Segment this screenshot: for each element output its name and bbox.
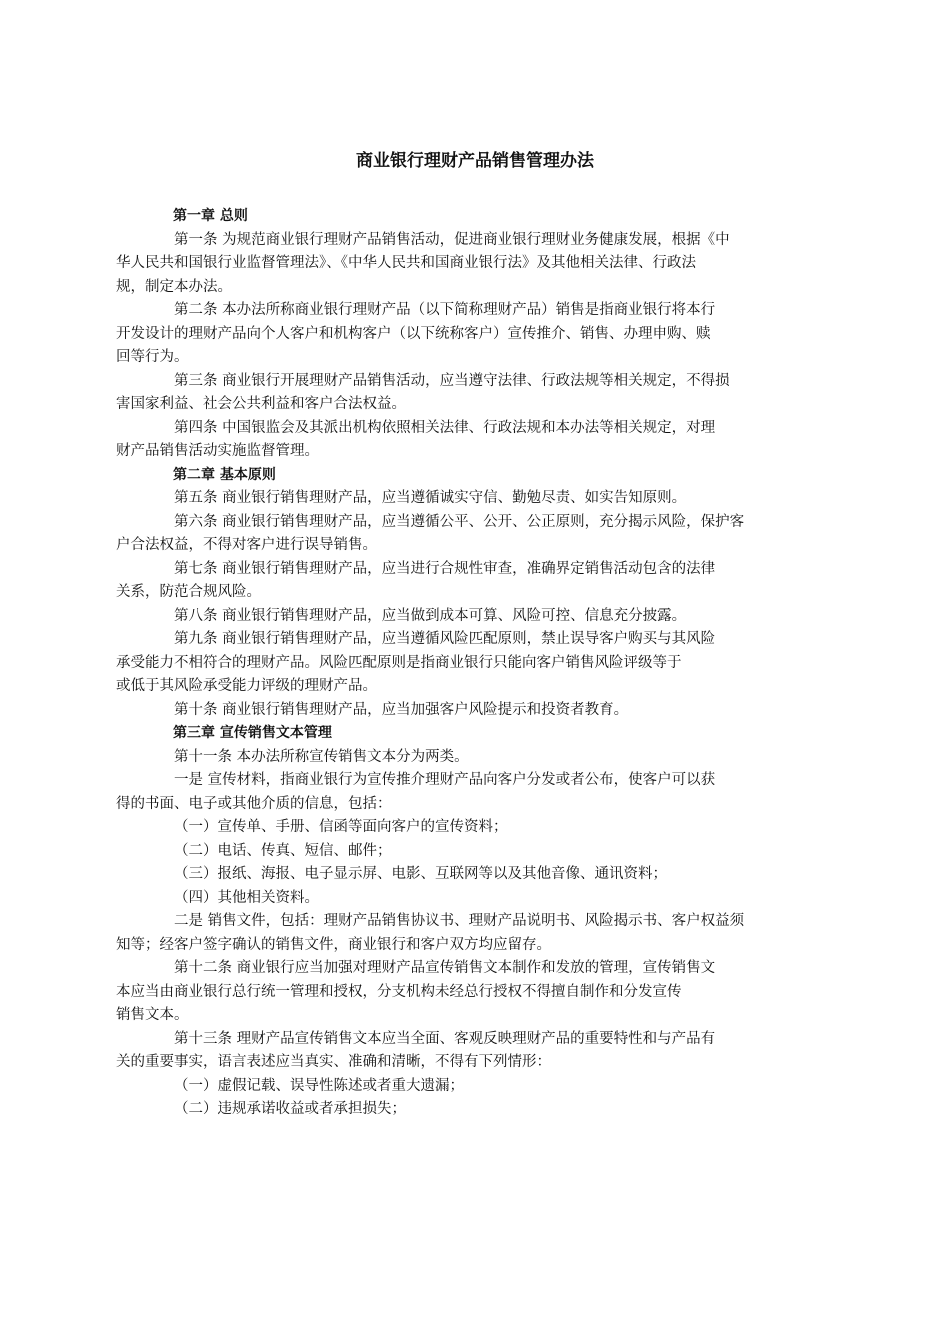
text-line: 第七条 商业银行销售理财产品，应当进行合规性审查，准确界定销售活动包含的法律 xyxy=(174,560,716,577)
chapter-heading xyxy=(145,205,807,229)
article-paragraph xyxy=(116,628,807,699)
article-paragraph xyxy=(116,957,807,1028)
article-paragraph xyxy=(116,558,807,605)
article-paragraph xyxy=(116,417,807,464)
article-paragraph xyxy=(116,511,807,558)
list-item xyxy=(145,840,807,864)
text-line: 或低于其风险承受能力评级的理财产品。 xyxy=(116,678,377,694)
text-line: 财产品销售活动实施监督管理。 xyxy=(116,443,319,459)
text-line: 华人民共和国银行业监督管理法》、《中华人民共和国商业银行法》及其他相关法律、行政法 xyxy=(116,255,696,271)
text-line: 本应当由商业银行总行统一管理和授权，分支机构未经总行授权不得擅自制作和分发宣传 xyxy=(116,983,682,1000)
text-line: 回等行为。 xyxy=(116,349,189,365)
document-body xyxy=(116,205,807,1122)
text-line: 第九条 商业银行销售理财产品，应当遵循风险匹配原则，禁止误导客户购买与其风险 xyxy=(174,631,716,647)
text-line: 第十三条 理财产品宣传销售文本应当全面、客观反映理财产品的重要特性和与产品有 xyxy=(174,1030,716,1047)
article-paragraph xyxy=(116,229,807,300)
text-line: 第一章 总则 xyxy=(173,208,248,224)
text-line: 第二条 本办法所称商业银行理财产品（以下简称理财产品）销售是指商业银行将本行 xyxy=(174,302,716,318)
list-item xyxy=(145,1098,807,1122)
text-line: （三）报纸、海报、电子显示屏、电影、互联网等以及其他音像、通讯资料； xyxy=(174,866,667,882)
article-paragraph xyxy=(116,299,807,370)
document-title: 商业银行理财产品销售管理办法 xyxy=(356,151,594,171)
text-line: 第二章 基本原则 xyxy=(173,466,276,483)
text-line: 关的重要事实，语言表述应当真实、准确和清晰，不得有下列情形： xyxy=(116,1054,551,1070)
chapter-heading xyxy=(145,464,807,488)
text-line: 一是 宣传材料，指商业银行为宣传推介理财产品向客户分发或者公布，使客户可以获 xyxy=(174,772,716,788)
text-line: 第三章 宣传销售文本管理 xyxy=(173,725,332,741)
text-line: （四）其他相关资料。 xyxy=(174,889,319,906)
text-line: （二）违规承诺收益或者承担损失； xyxy=(174,1101,406,1117)
text-line: 得的书面、电子或其他介质的信息，包括： xyxy=(116,795,392,812)
text-line: 二是 销售文件，包括：理财产品销售协议书、理财产品说明书、风险揭示书、客户权益须 xyxy=(174,913,745,929)
text-line: （一）宣传单、手册、信函等面向客户的宣传资料； xyxy=(174,819,508,835)
text-line: 第三条 商业银行开展理财产品销售活动，应当遵守法律、行政法规等相关规定，不得损 xyxy=(174,372,730,389)
text-line: 第十二条 商业银行应当加强对理财产品宣传销售文本制作和发放的管理，宣传销售文 xyxy=(174,960,716,976)
article-paragraph xyxy=(145,487,807,511)
text-line: 开发设计的理财产品向个人客户和机构客户（以下统称客户）宣传推介、销售、办理申购、赎 xyxy=(116,325,711,342)
text-line: 第六条 商业银行销售理财产品，应当遵循公平、公开、公正原则，充分揭示风险，保护客 xyxy=(174,513,745,530)
article-paragraph xyxy=(116,1028,807,1075)
text-line: 第十条 商业银行销售理财产品，应当加强客户风险提示和投资者教育。 xyxy=(174,701,629,718)
text-line: 第五条 商业银行销售理财产品，应当遵循诚实守信、勤勉尽责、如实告知原则。 xyxy=(174,490,687,506)
article-paragraph xyxy=(116,370,807,417)
text-line: 第四条 中国银监会及其派出机构依照相关法律、行政法规和本办法等相关规定，对理 xyxy=(174,419,716,436)
text-line: （二）电话、传真、短信、邮件； xyxy=(174,842,392,859)
text-line: 害国家利益、社会公共利益和客户合法权益。 xyxy=(116,396,406,412)
list-item xyxy=(145,1075,807,1099)
chapter-heading xyxy=(145,722,807,746)
text-line: 第一条 为规范商业银行理财产品销售活动，促进商业银行理财业务健康发展，根据《中 xyxy=(174,231,730,248)
article-paragraph xyxy=(116,910,807,957)
list-item xyxy=(145,887,807,911)
text-line: 第十一条 本办法所称宣传销售文本分为两类。 xyxy=(174,748,469,765)
text-line: 规，制定本办法。 xyxy=(116,278,232,295)
text-line: 关系，防范合规风险。 xyxy=(116,584,261,600)
article-paragraph xyxy=(145,699,807,723)
list-item xyxy=(145,863,807,887)
list-item xyxy=(145,816,807,840)
text-line: 知等；经客户签字确认的销售文件，商业银行和客户双方均应留存。 xyxy=(116,936,551,953)
article-paragraph xyxy=(145,746,807,770)
text-line: 户合法权益，不得对客户进行误导销售。 xyxy=(116,537,377,553)
text-line: 承受能力不相符合的理财产品。风险匹配原则是指商业银行只能向客户销售风险评级等于 xyxy=(116,654,682,671)
text-line: （一）虚假记载、误导性陈述或者重大遗漏； xyxy=(174,1077,464,1094)
text-line: 销售文本。 xyxy=(116,1007,189,1023)
text-line: 第八条 商业银行销售理财产品，应当做到成本可算、风险可控、信息充分披露。 xyxy=(174,607,687,624)
article-paragraph xyxy=(116,769,807,816)
article-paragraph xyxy=(145,605,807,629)
